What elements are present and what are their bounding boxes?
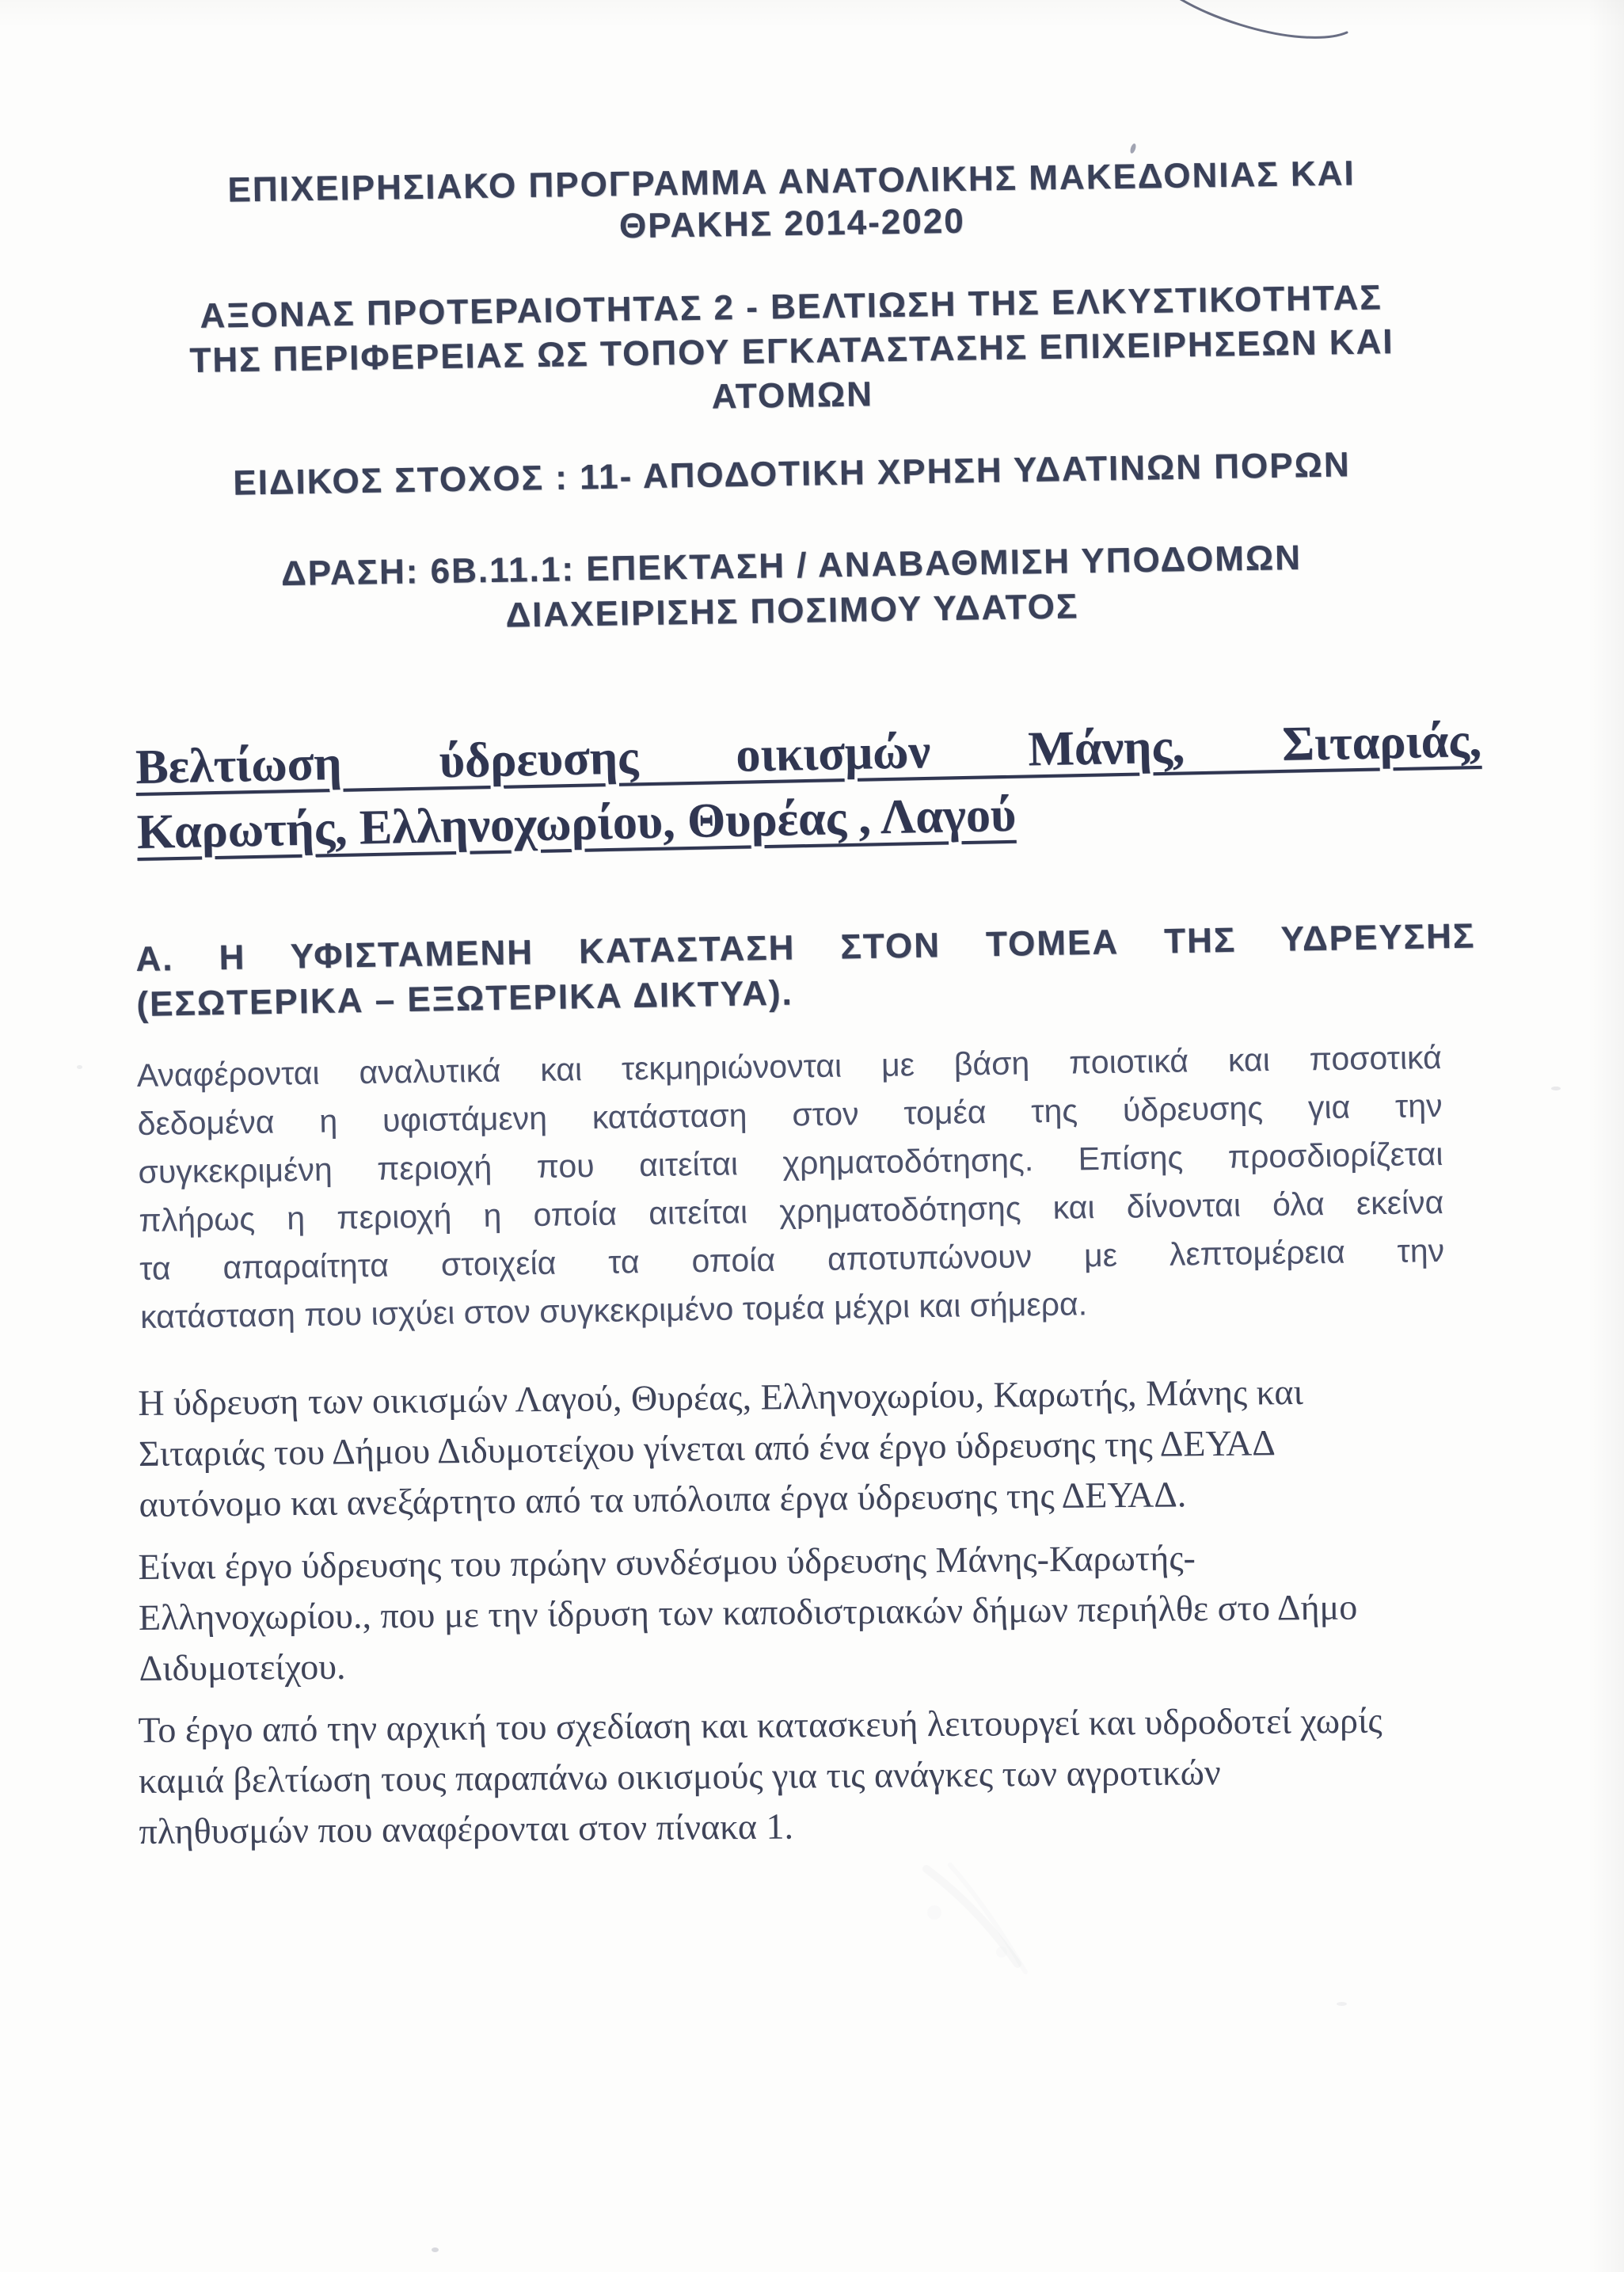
specific-objective-heading — [119, 442, 1466, 506]
text-line: Διδυμοτείχου. — [139, 1646, 346, 1688]
text-line: πληθυσμών που αναφέρονται στον πίνακα 1. — [139, 1806, 794, 1851]
scan-speck — [1129, 143, 1137, 154]
text-line: αυτόνομο και ανεξάρτητο από τα υπόλοιπα έργα ύδρευσης της ΔΕΥΑΔ. — [139, 1474, 1187, 1524]
text-line: Είναι έργο ύδρευσης του πρώην συνδέσμου ύδρευσης Μάνης-Καρωτής- — [138, 1537, 1196, 1588]
document-title — [135, 708, 1483, 865]
scan-speck — [77, 1065, 82, 1069]
text-line: Το έργο από την αρχική του σχεδίαση και κατασκευή λειτουργεί και υδροδοτεί χωρίς — [138, 1699, 1382, 1751]
text-line: καμιά βελτίωση τους παραπάνω οικισμούς για τις ανάγκες των αγροτικών — [138, 1752, 1221, 1801]
text-line: ΤΗΣ ΠΕΡΙΦΕΡΕΙΑΣ ΩΣ ΤΟΠΟΥ ΕΓΚΑΤΑΣΤΑΣΗΣ ΕΠΙΧΕΙΡΗΣΕΩΝ ΚΑΙ — [189, 322, 1394, 380]
text-line: Αναφέρονται αναλυτικά και τεκμηριώνονται με βάση ποιοτικά και ποσοτικά — [136, 1039, 1443, 1094]
text-line: πλήρως η περιοχή η οποία αιτείται χρηματοδότησης και δίνονται όλα εκείνα — [139, 1183, 1444, 1239]
text-line: κατάσταση που ισχύει στον συγκεκριμένο τομέα μέχρι και σήμερα. — [139, 1285, 1088, 1335]
scan-edge-shading-top — [0, 0, 1624, 29]
text-line: ΑΞΟΝΑΣ ΠΡΟΤΕΡΑΙΟΤΗΤΑΣ 2 - ΒΕΛΤΙΩΣΗ ΤΗΣ ΕΛΚΥΣΤΙΚΟΤΗΤΑΣ — [200, 278, 1383, 336]
scan-edge-shading-right — [1588, 0, 1624, 2272]
priority-axis-heading — [118, 275, 1466, 429]
text-line: ΑΤΟΜΩΝ — [711, 375, 874, 417]
program-heading — [118, 150, 1465, 254]
section-a-heading — [135, 913, 1477, 1027]
paragraph-existing-situation — [136, 1033, 1445, 1342]
text-line: συγκεκριμένη περιοχή που αιτείται χρηματοδότησης. Επίσης προσδιορίζεται — [138, 1135, 1443, 1191]
text-line: ΔΡΑΣΗ: 6Β.11.1: ΕΠΕΚΤΑΣΗ / ΑΝΑΒΑΘΜΙΣΗ ΥΠΟΔΟΜΩΝ — [280, 538, 1303, 594]
scan-speck — [1337, 2002, 1347, 2006]
text-line: Η ύδρευση των οικισμών Λαγού, Θυρέας, Ελληνοχωρίου, Καρωτής, Μάνης και — [138, 1371, 1304, 1424]
text-line: δεδομένα η υφιστάμενη κατάσταση στον τομέα της ύδρευσης για την — [137, 1087, 1443, 1143]
paragraph-former-association — [138, 1530, 1485, 1694]
paragraph-water-supply-settlements — [138, 1365, 1485, 1530]
text-line: ΔΙΑΧΕΙΡΙΣΗΣ ΠΟΣΙΜΟΥ ΥΔΑΤΟΣ — [505, 587, 1079, 635]
text-line: Καρωτής, Ελληνοχωρίου, Θυρέας , Λαγού — [136, 787, 1017, 859]
text-line: (ΕΣΩΤΕΡΙΚΑ – ΕΞΩΤΕΡΙΚΑ ΔΙΚΤΥΑ). — [136, 973, 794, 1024]
text-line: Σιταριάς του Δήμου Διδυμοτείχου γίνεται από ένα έργο ύδρευσης της ΔΕΥΑΔ — [138, 1422, 1276, 1474]
action-heading — [118, 533, 1466, 645]
text-line: Βελτίωση ύδρευσης οικισμών Μάνης, Σιταριάς, — [135, 713, 1482, 795]
paragraph-project-operation — [138, 1695, 1485, 1857]
text-line: ΘΡΑΚΗΣ 2014-2020 — [618, 201, 966, 246]
scan-speck — [432, 2247, 439, 2252]
text-line: ΕΙΔΙΚΟΣ ΣΤΟΧΟΣ : 11- ΑΠΟΔΟΤΙΚΗ ΧΡΗΣΗ ΥΔΑΤΙΝΩΝ ΠΟΡΩΝ — [232, 445, 1352, 503]
text-line: ΕΠΙΧΕΙΡΗΣΙΑΚΟ ΠΡΟΓΡΑΜΜΑ ΑΝΑΤΟΛΙΚΗΣ ΜΑΚΕΔΟΝΙΑΣ ΚΑΙ — [227, 154, 1356, 210]
text-line: τα απαραίτητα στοιχεία τα οποία αποτυπώνουν με λεπτομέρεια την — [139, 1231, 1445, 1287]
text-line: Ελληνοχωρίου., που με την ίδρυση των καποδιστριακών δήμων περιήλθε στο Δήμο — [138, 1586, 1358, 1638]
text-line: Α. Η ΥΦΙΣΤΑΜΕΝΗ ΚΑΤΑΣΤΑΣΗ ΣΤΟΝ ΤΟΜΕΑ ΤΗΣ ΥΔΡΕΥΣΗΣ — [135, 916, 1476, 980]
scan-speck — [1551, 1087, 1561, 1090]
